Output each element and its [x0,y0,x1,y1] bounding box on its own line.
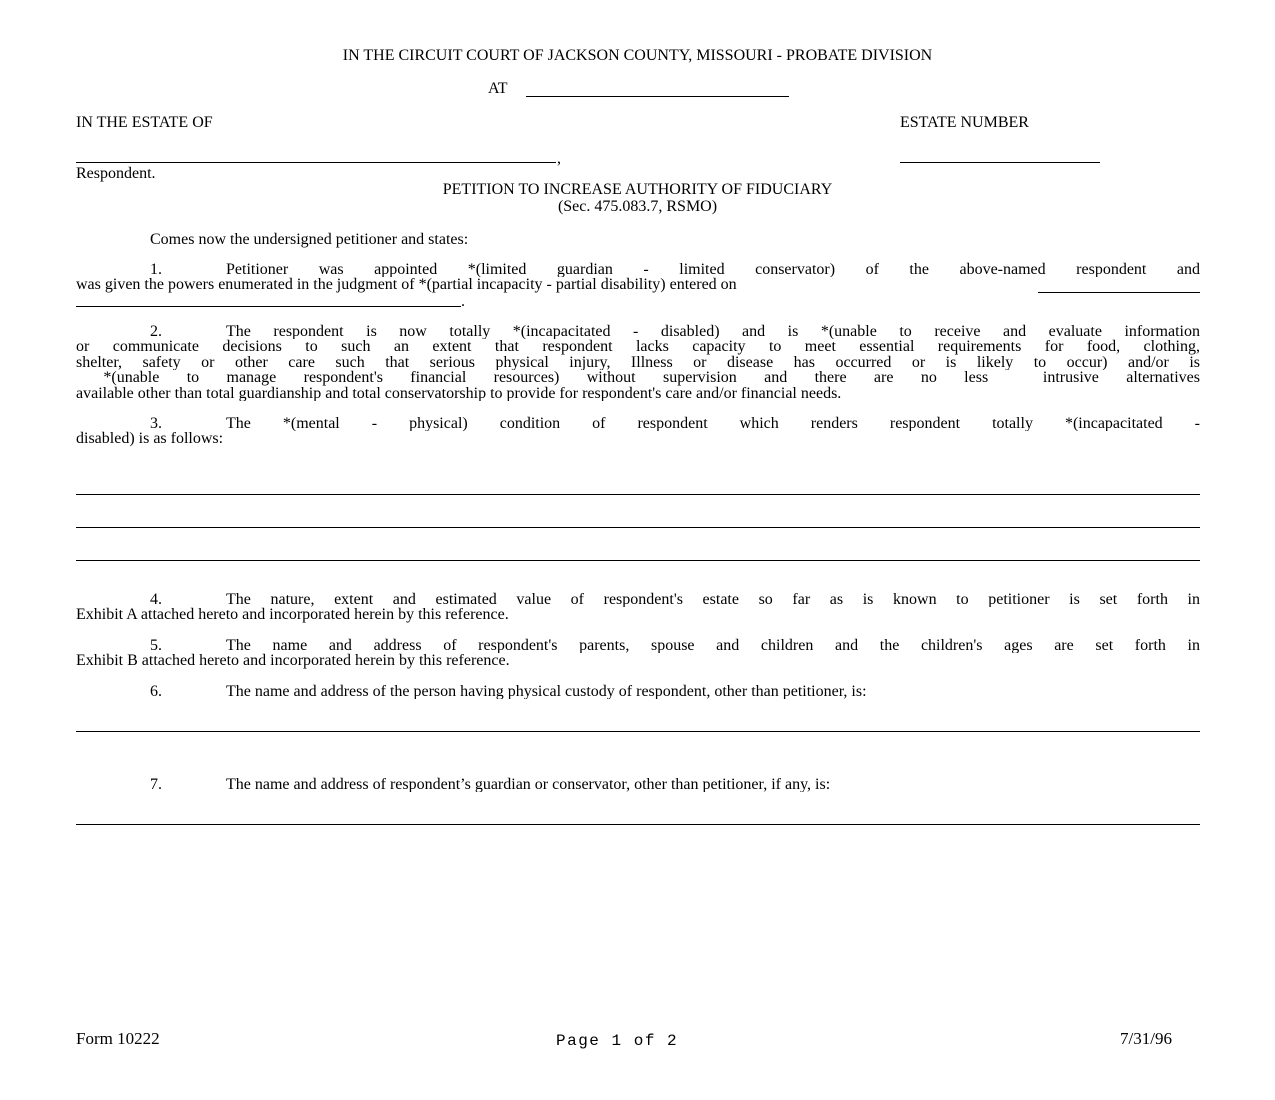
estate-number-blank-line[interactable] [900,162,1100,163]
paragraph-6-number: 6. [150,684,162,700]
estate-name-comma: , [557,150,561,167]
condition-blank-line-2[interactable] [76,527,1200,528]
respondent-label: Respondent. [76,165,156,182]
paragraph-1-number: 1. [150,262,162,278]
intro-text: Comes now the undersigned petitioner and states: [150,231,469,248]
at-blank-line[interactable] [526,96,789,97]
paragraph-2 [76,324,1200,401]
paragraph-6 [76,684,1200,699]
page-indicator: Page 1 of 2 [556,1032,679,1050]
paragraph-4-line-2: Exhibit A attached hereto and incorporated herein by this reference. [76,607,509,623]
paragraph-7 [76,777,1200,792]
court-heading: IN THE CIRCUIT COURT OF JACKSON COUNTY, MISSOURI - PROBATE DIVISION [342,47,933,64]
form-number: Form 10222 [76,1029,160,1048]
paragraph-3 [76,416,1200,447]
estate-of-label: IN THE ESTATE OF [76,114,213,131]
estate-number-label: ESTATE NUMBER [900,114,1029,131]
paragraph-4 [76,592,1200,623]
custody-blank-line[interactable] [76,731,1200,732]
petition-statute: (Sec. 475.083.7, RSMO) [557,198,718,215]
paragraph-4-line-1: 4. The nature, extent and estimated value of respondent's estate so far as is known to petitioner is set forth in [76,592,1200,607]
guardian-blank-line[interactable] [76,824,1200,825]
paragraph-4-number: 4. [150,592,162,608]
paragraph-1 [76,262,1200,293]
paragraph-7-number: 7. [150,777,162,793]
entered-on-date-blank-line-2[interactable] [76,306,461,307]
estate-name-blank-line[interactable] [76,162,556,163]
paragraph-1-line-1: 1. Petitioner was appointed *(limited guardian - limited conservator) of the above-named respondent and [76,262,1200,277]
paragraph-5-line-1: 5. The name and address of respondent's parents, spouse and children and the children's ages are set forth in [76,638,1200,653]
paragraph-1-line-2: was given the powers enumerated in the judgment of *(partial incapacity - partial disability) entered on [76,277,737,293]
paragraph-6-line-1: 6. The name and address of the person having physical custody of respondent, other than petitioner, is: [76,684,1200,699]
paragraph-3-number: 3. [150,416,162,432]
paragraph-2-line-2: or communicate decisions to such an extent that respondent lacks capacity to meet essential requirements for food, clothing, [76,339,1200,355]
paragraph-5 [76,638,1200,669]
paragraph-5-number: 5. [150,638,162,654]
paragraph-2-line-3: shelter, safety or other care such that serious physical injury, Illness or disease has occurred or is likely to occur) and/or is [76,354,1200,371]
paragraph-1-period: . [461,293,465,310]
at-label: AT [488,80,508,97]
form-date: 7/31/96 [1120,1029,1172,1048]
condition-blank-line-3[interactable] [76,560,1200,561]
entered-on-date-blank-line[interactable] [1038,292,1200,293]
paragraph-2-line-1: 2. The respondent is now totally *(incapacitated - disabled) and is *(unable to receive and evaluate information [76,324,1200,339]
paragraph-2-line-5: available other than total guardianship and total conservatorship to provide for respondent's care and/or financial needs. [76,385,842,401]
paragraph-5-line-2: Exhibit B attached hereto and incorporated herein by this reference. [76,653,510,669]
paragraph-2-number: 2. [150,324,162,340]
paragraph-7-line-1: 7. The name and address of respondent’s guardian or conservator, other than petitioner, if any, is: [76,777,1200,792]
petition-title: PETITION TO INCREASE AUTHORITY OF FIDUCIARY [442,181,833,198]
paragraph-3-line-2: disabled) is as follows: [76,431,224,447]
paragraph-2-line-4: *(unable to manage respondent's financial resources) without supervision and there are no less intrusive alternatives [76,370,1200,386]
condition-blank-line-1[interactable] [76,494,1200,495]
paragraph-3-line-1: 3. The *(mental - physical) condition of respondent which renders respondent totally *(incapacitated - [76,416,1200,431]
